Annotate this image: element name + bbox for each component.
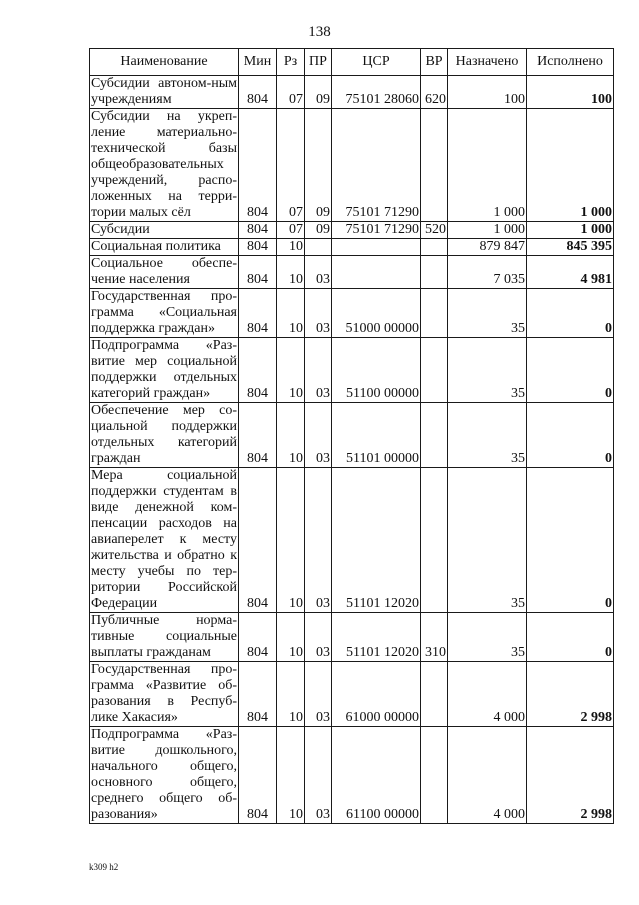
- cell-rz: 07: [277, 109, 305, 222]
- cell-csr: 61000 00000: [332, 662, 421, 727]
- cell-pr: 03: [305, 289, 332, 338]
- cell-assigned: 35: [448, 613, 527, 662]
- cell-vr: [421, 727, 448, 824]
- cell-csr: [332, 239, 421, 256]
- cell-pr: 03: [305, 403, 332, 468]
- cell-executed: 100: [527, 76, 614, 109]
- cell-pr: 03: [305, 468, 332, 613]
- cell-csr: 61100 00000: [332, 727, 421, 824]
- cell-assigned: 35: [448, 468, 527, 613]
- header-pr: ПР: [305, 49, 332, 76]
- cell-vr: 620: [421, 76, 448, 109]
- cell-min: 804: [239, 289, 277, 338]
- cell-pr: 09: [305, 76, 332, 109]
- cell-name: Государственная про-грамма «Развитие об-разования в Респуб-лике Хакасия»: [91, 662, 237, 725]
- cell-vr: [421, 289, 448, 338]
- cell-csr: 51101 12020: [332, 468, 421, 613]
- cell-pr: 03: [305, 338, 332, 403]
- cell-executed: 0: [527, 289, 614, 338]
- cell-assigned: 4 000: [448, 727, 527, 824]
- cell-vr: [421, 468, 448, 613]
- header-vr: ВР: [421, 49, 448, 76]
- cell-vr: [421, 662, 448, 727]
- cell-min: 804: [239, 109, 277, 222]
- cell-csr: 51100 00000: [332, 338, 421, 403]
- cell-rz: 10: [277, 256, 305, 289]
- table-row: [90, 109, 614, 222]
- cell-min: 804: [239, 239, 277, 256]
- cell-assigned: 879 847: [448, 239, 527, 256]
- cell-rz: 10: [277, 403, 305, 468]
- cell-name: Субсидии: [90, 222, 239, 239]
- cell-vr: 520: [421, 222, 448, 239]
- cell-rz: 07: [277, 76, 305, 109]
- cell-executed: 0: [527, 338, 614, 403]
- cell-pr: 03: [305, 727, 332, 824]
- table-row: [90, 662, 614, 727]
- cell-assigned: 100: [448, 76, 527, 109]
- cell-vr: [421, 256, 448, 289]
- cell-csr: 51101 12020: [332, 613, 421, 662]
- cell-executed: 2 998: [527, 662, 614, 727]
- cell-assigned: 7 035: [448, 256, 527, 289]
- cell-min: 804: [239, 222, 277, 239]
- cell-name: Обеспечение мер со-циальной поддержки отдельных категорий граждан: [91, 403, 237, 466]
- cell-rz: 10: [277, 613, 305, 662]
- cell-min: 804: [239, 338, 277, 403]
- header-row: [90, 49, 614, 76]
- cell-pr: 09: [305, 222, 332, 239]
- cell-min: 804: [239, 256, 277, 289]
- cell-rz: 10: [277, 289, 305, 338]
- cell-executed: 845 395: [527, 239, 614, 256]
- table-row: [90, 76, 614, 109]
- cell-executed: 0: [527, 468, 614, 613]
- cell-rz: 10: [277, 662, 305, 727]
- cell-csr: 75101 71290: [332, 222, 421, 239]
- cell-min: 804: [239, 468, 277, 613]
- header-csr: ЦСР: [332, 49, 421, 76]
- table-row: [90, 403, 614, 468]
- cell-vr: 310: [421, 613, 448, 662]
- cell-vr: [421, 338, 448, 403]
- cell-csr: 51101 00000: [332, 403, 421, 468]
- cell-csr: 75101 28060: [332, 76, 421, 109]
- cell-min: 804: [239, 613, 277, 662]
- cell-assigned: 4 000: [448, 662, 527, 727]
- cell-pr: [305, 239, 332, 256]
- cell-csr: [332, 256, 421, 289]
- cell-assigned: 35: [448, 289, 527, 338]
- cell-name: Подпрограмма «Раз-витие мер социальной поддержки отдельных категорий граждан»: [91, 338, 237, 401]
- table-row: [90, 613, 614, 662]
- header-executed: Исполнено: [527, 49, 614, 76]
- cell-name: Социальное обеспе-чение населения: [91, 256, 237, 287]
- header-name: Наименование: [90, 49, 239, 76]
- cell-csr: 51000 00000: [332, 289, 421, 338]
- cell-csr: 75101 71290: [332, 109, 421, 222]
- cell-rz: 10: [277, 239, 305, 256]
- budget-table: [89, 48, 614, 824]
- cell-name: Публичные норма-тивные социальные выплаты гражданам: [91, 613, 237, 660]
- cell-vr: [421, 109, 448, 222]
- table-row: [90, 727, 614, 824]
- header-min: Мин: [239, 49, 277, 76]
- table-row: [90, 338, 614, 403]
- table-body: [90, 76, 614, 824]
- header-rz: Рз: [277, 49, 305, 76]
- cell-min: 804: [239, 662, 277, 727]
- cell-name: Социальная политика: [90, 239, 239, 256]
- cell-executed: 4 981: [527, 256, 614, 289]
- cell-assigned: 1 000: [448, 109, 527, 222]
- cell-vr: [421, 239, 448, 256]
- table-row: [90, 289, 614, 338]
- cell-rz: 10: [277, 338, 305, 403]
- table-row: [90, 222, 614, 239]
- cell-assigned: 35: [448, 403, 527, 468]
- cell-executed: 2 998: [527, 727, 614, 824]
- cell-name: Субсидии автоном-ным учреждениям: [91, 76, 237, 107]
- cell-pr: 03: [305, 662, 332, 727]
- cell-vr: [421, 403, 448, 468]
- cell-name: Мера социальной поддержки студентам в виде денежной ком-пенсации расходов на авиаперелет к месту жительства и обратно к месту учебы по тер-ритории Российской Федерации: [91, 468, 237, 611]
- cell-executed: 1 000: [527, 222, 614, 239]
- cell-rz: 10: [277, 727, 305, 824]
- cell-name: Подпрограмма «Раз-витие дошкольного, начального общего, основного общего, среднего общего об-разования»: [91, 727, 237, 822]
- cell-executed: 1 000: [527, 109, 614, 222]
- cell-executed: 0: [527, 403, 614, 468]
- table-row: [90, 468, 614, 613]
- cell-pr: 03: [305, 256, 332, 289]
- cell-pr: 09: [305, 109, 332, 222]
- page-number: 138: [308, 24, 331, 40]
- cell-rz: 07: [277, 222, 305, 239]
- footer-code: k309 h2: [89, 862, 119, 872]
- cell-assigned: 1 000: [448, 222, 527, 239]
- cell-assigned: 35: [448, 338, 527, 403]
- cell-rz: 10: [277, 468, 305, 613]
- cell-executed: 0: [527, 613, 614, 662]
- cell-min: 804: [239, 76, 277, 109]
- cell-pr: 03: [305, 613, 332, 662]
- cell-name: Субсидии на укреп-ление материально-технической базы общеобразовательных учреждений, распо-ложенных на терри-тории малых сёл: [91, 109, 237, 220]
- header-assigned: Назначено: [448, 49, 527, 76]
- table-row: [90, 239, 614, 256]
- table-row: [90, 256, 614, 289]
- cell-name: Государственная про-грамма «Социальная поддержка граждан»: [91, 289, 237, 336]
- cell-min: 804: [239, 727, 277, 824]
- cell-min: 804: [239, 403, 277, 468]
